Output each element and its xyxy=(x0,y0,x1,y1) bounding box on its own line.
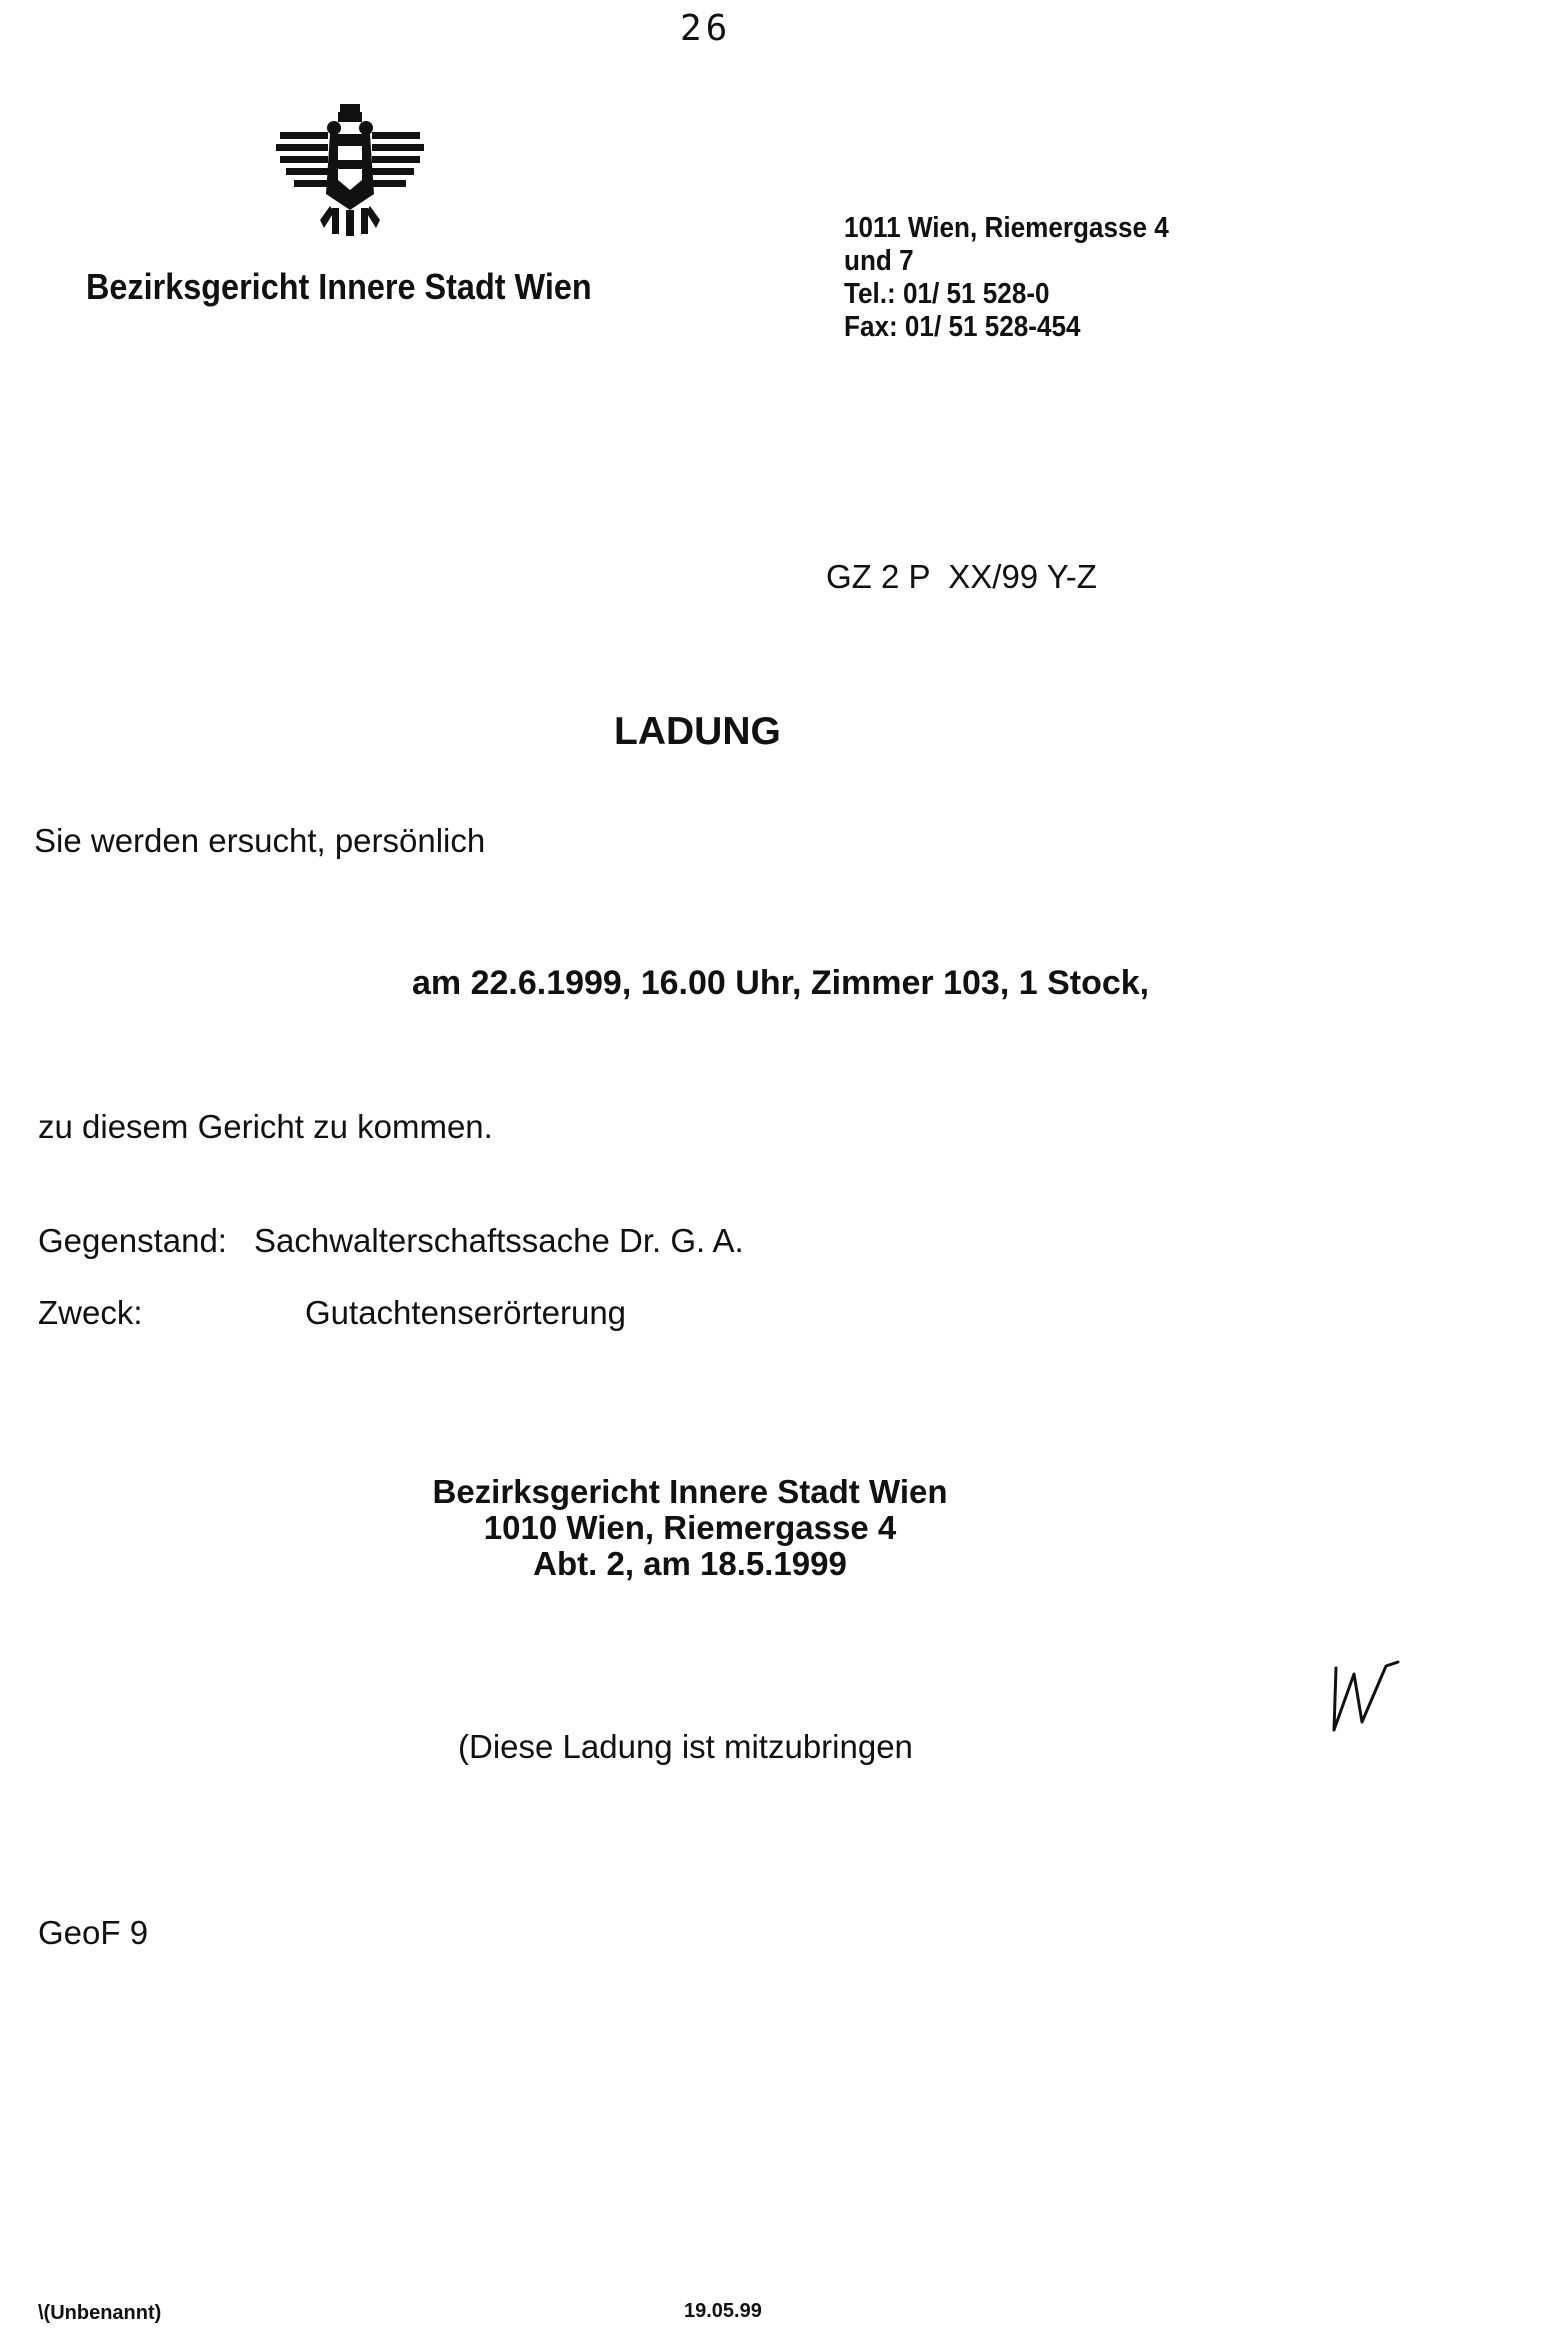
court-name-header: Bezirksgericht Innere Stadt Wien xyxy=(86,266,592,307)
subject-label: Gegenstand: xyxy=(38,1222,227,1259)
signature-department-date: Abt. 2, am 18.5.1999 xyxy=(533,1545,847,1582)
footer-filename: \(Unbenannt) xyxy=(38,2302,162,2324)
purpose-value: Gutachtenserörterung xyxy=(305,1294,627,1331)
form-code: GeoF 9 xyxy=(38,1914,149,1951)
handwritten-initials-icon xyxy=(1328,1660,1404,1736)
page-number: 26 xyxy=(680,8,732,49)
case-number: GZ 2 P XX/99 Y-Z xyxy=(826,558,1097,595)
document-title: LADUNG xyxy=(614,710,781,753)
address-line-phone: Tel.: 01/ 51 528-0 xyxy=(844,278,1050,310)
purpose-label: Zweck: xyxy=(38,1294,143,1331)
signature-court-name: Bezirksgericht Innere Stadt Wien xyxy=(432,1473,948,1510)
signature-block xyxy=(0,1474,1380,1582)
summons-instruction: zu diesem Gericht zu kommen. xyxy=(38,1108,493,1145)
address-line-street: 1011 Wien, Riemergasse 4 xyxy=(844,212,1169,244)
subject-value: Sachwalterschaftssache Dr. G. A. xyxy=(254,1222,744,1259)
austrian-eagle-icon xyxy=(272,102,428,238)
footer-date: 19.05.99 xyxy=(684,2300,762,2322)
address-line-fax: Fax: 01/ 51 528-454 xyxy=(844,311,1081,343)
address-line-number: und 7 xyxy=(844,245,914,277)
signature-address: 1010 Wien, Riemergasse 4 xyxy=(483,1509,897,1546)
summons-intro: Sie werden ersucht, persönlich xyxy=(34,822,486,859)
bring-summons-note: (Diese Ladung ist mitzubringen xyxy=(458,1728,913,1765)
appointment-details: am 22.6.1999, 16.00 Uhr, Zimmer 103, 1 Stock, xyxy=(412,964,1150,1002)
court-address-block xyxy=(844,212,1169,344)
